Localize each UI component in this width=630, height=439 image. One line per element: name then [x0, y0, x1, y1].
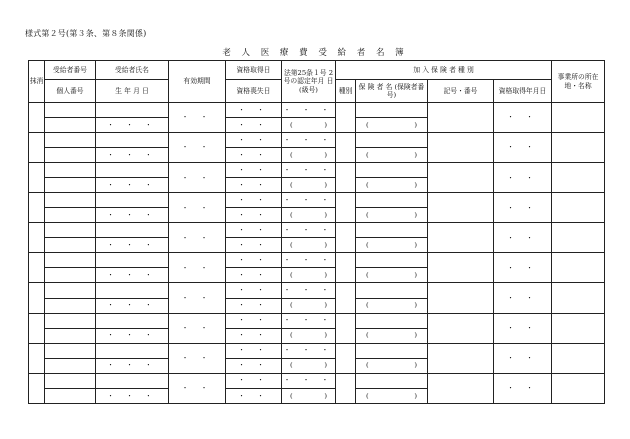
cell-recipient-number[interactable] — [45, 373, 96, 388]
paren-close: ) — [414, 150, 417, 159]
cell-deletion[interactable] — [29, 133, 45, 163]
cell-workplace[interactable] — [552, 133, 605, 163]
header-insurance-type-group: 加 入 保 険 者 種 別 — [336, 61, 552, 80]
cell-symbol-number[interactable] — [428, 343, 494, 373]
cell-insurer-name[interactable] — [356, 283, 428, 298]
header-individual-number: 個人番号 — [45, 80, 96, 103]
cell-article-grade[interactable] — [282, 238, 336, 253]
cell-article-date[interactable]: ・ ・ ・ — [282, 193, 336, 208]
cell-article-date[interactable]: ・ ・ ・ — [282, 283, 336, 298]
paren-close: ) — [324, 150, 327, 159]
cell-individual-number[interactable] — [45, 178, 96, 193]
cell-recipient-number[interactable] — [45, 283, 96, 298]
cell-article-date[interactable]: ・ ・ ・ — [282, 223, 336, 238]
paren-open: ( — [290, 361, 293, 370]
cell-insurer-number[interactable] — [356, 148, 428, 163]
cell-birth-date[interactable]: ・ ・ ・ — [96, 208, 169, 223]
cell-acquisition-date[interactable]: ・ ・ — [494, 223, 552, 253]
cell-symbol-number[interactable] — [428, 193, 494, 223]
cell-insurer-number[interactable] — [356, 178, 428, 193]
cell-insurer-name[interactable] — [356, 253, 428, 268]
header-qualification-date: 資格取得日 — [226, 61, 282, 80]
cell-acquisition-date[interactable]: ・ ・ — [494, 103, 552, 133]
cell-recipient-number[interactable] — [45, 343, 96, 358]
header-acquisition-date: 資格取得年月日 — [494, 80, 552, 103]
cell-workplace[interactable] — [552, 103, 605, 133]
cell-loss-date[interactable]: ・ ・ — [226, 208, 282, 223]
cell-recipient-name[interactable] — [96, 373, 169, 388]
cell-type[interactable] — [336, 343, 356, 373]
cell-birth-date[interactable]: ・ ・ ・ — [96, 268, 169, 283]
cell-insurer-name[interactable] — [356, 163, 428, 178]
paren-close: ) — [414, 181, 417, 190]
cell-individual-number[interactable] — [45, 388, 96, 403]
cell-acquisition-date[interactable]: ・ ・ — [494, 253, 552, 283]
cell-individual-number[interactable] — [45, 118, 96, 133]
cell-symbol-number[interactable] — [428, 313, 494, 343]
cell-acquisition-date[interactable]: ・ ・ — [494, 313, 552, 343]
cell-recipient-number[interactable] — [45, 163, 96, 178]
cell-individual-number[interactable] — [45, 358, 96, 373]
cell-article-date[interactable]: ・ ・ ・ — [282, 343, 336, 358]
cell-recipient-name[interactable] — [96, 343, 169, 358]
cell-insurer-number[interactable] — [356, 388, 428, 403]
cell-loss-date[interactable]: ・ ・ — [226, 238, 282, 253]
cell-deletion[interactable] — [29, 283, 45, 313]
cell-qualification-date[interactable]: ・ ・ — [226, 253, 282, 268]
cell-article-date[interactable]: ・ ・ ・ — [282, 103, 336, 118]
cell-insurer-number[interactable] — [356, 298, 428, 313]
cell-insurer-number[interactable] — [356, 358, 428, 373]
cell-symbol-number[interactable] — [428, 223, 494, 253]
cell-symbol-number[interactable] — [428, 373, 494, 403]
cell-article-grade[interactable] — [282, 268, 336, 283]
cell-individual-number[interactable] — [45, 238, 96, 253]
cell-individual-number[interactable] — [45, 268, 96, 283]
paren-open: ( — [290, 241, 293, 250]
cell-acquisition-date[interactable]: ・ ・ — [494, 373, 552, 403]
cell-loss-date[interactable]: ・ ・ — [226, 148, 282, 163]
paren-open: ( — [290, 181, 293, 190]
cell-loss-date[interactable]: ・ ・ — [226, 388, 282, 403]
cell-acquisition-date[interactable]: ・ ・ — [494, 283, 552, 313]
cell-loss-date[interactable]: ・ ・ — [226, 298, 282, 313]
cell-validity-period[interactable]: ・ ・ — [169, 103, 226, 133]
cell-birth-date[interactable]: ・ ・ ・ — [96, 178, 169, 193]
paren-close: ) — [324, 181, 327, 190]
paren-close: ) — [324, 301, 327, 310]
cell-type[interactable] — [336, 193, 356, 223]
paren-open: ( — [366, 181, 369, 190]
cell-individual-number[interactable] — [45, 298, 96, 313]
cell-birth-date[interactable]: ・ ・ ・ — [96, 238, 169, 253]
cell-type[interactable] — [336, 163, 356, 193]
paren-close: ) — [414, 120, 417, 129]
paren-open: ( — [366, 211, 369, 220]
cell-validity-period[interactable]: ・ ・ — [169, 223, 226, 253]
paren-open: ( — [366, 150, 369, 159]
cell-validity-period[interactable]: ・ ・ — [169, 253, 226, 283]
cell-recipient-name[interactable] — [96, 283, 169, 298]
cell-insurer-name[interactable] — [356, 193, 428, 208]
cell-deletion[interactable] — [29, 373, 45, 403]
paren-close: ) — [414, 211, 417, 220]
cell-validity-period[interactable]: ・ ・ — [169, 283, 226, 313]
cell-recipient-name[interactable] — [96, 133, 169, 148]
paren-close: ) — [324, 211, 327, 220]
cell-article-date[interactable]: ・ ・ ・ — [282, 313, 336, 328]
cell-workplace[interactable] — [552, 163, 605, 193]
cell-acquisition-date[interactable]: ・ ・ — [494, 163, 552, 193]
header-symbol-number: 記号・番号 — [428, 80, 494, 103]
header-birth-date: 生 年 月 日 — [96, 80, 169, 103]
paren-open: ( — [366, 241, 369, 250]
cell-loss-date[interactable]: ・ ・ — [226, 328, 282, 343]
cell-recipient-number[interactable] — [45, 193, 96, 208]
header-recipient-number: 受給者番号 — [45, 61, 96, 80]
cell-deletion[interactable] — [29, 253, 45, 283]
cell-acquisition-date[interactable]: ・ ・ — [494, 193, 552, 223]
cell-birth-date[interactable]: ・ ・ ・ — [96, 388, 169, 403]
header-article-recognition: 法第25条１号 2号の認定年月 日(級号) — [282, 61, 336, 103]
cell-loss-date[interactable]: ・ ・ — [226, 178, 282, 193]
cell-workplace[interactable] — [552, 253, 605, 283]
cell-recipient-number[interactable] — [45, 313, 96, 328]
cell-recipient-name[interactable] — [96, 223, 169, 238]
header-recipient-name: 受給者氏名 — [96, 61, 169, 80]
cell-type[interactable] — [336, 253, 356, 283]
cell-deletion[interactable] — [29, 343, 45, 373]
cell-symbol-number[interactable] — [428, 253, 494, 283]
paren-close: ) — [414, 271, 417, 280]
cell-insurer-name[interactable] — [356, 373, 428, 388]
cell-article-date[interactable]: ・ ・ ・ — [282, 253, 336, 268]
cell-deletion[interactable] — [29, 103, 45, 133]
paren-open: ( — [366, 271, 369, 280]
cell-loss-date[interactable]: ・ ・ — [226, 118, 282, 133]
cell-qualification-date[interactable]: ・ ・ — [226, 163, 282, 178]
paren-close: ) — [324, 361, 327, 370]
paren-close: ) — [324, 241, 327, 250]
paren-close: ) — [324, 391, 327, 400]
cell-recipient-name[interactable] — [96, 253, 169, 268]
cell-insurer-number[interactable] — [356, 328, 428, 343]
cell-type[interactable] — [336, 103, 356, 133]
cell-article-date[interactable]: ・ ・ ・ — [282, 373, 336, 388]
cell-birth-date[interactable]: ・ ・ ・ — [96, 298, 169, 313]
cell-loss-date[interactable]: ・ ・ — [226, 358, 282, 373]
paren-close: ) — [324, 120, 327, 129]
paren-close: ) — [414, 331, 417, 340]
paren-close: ) — [324, 331, 327, 340]
cell-type[interactable] — [336, 313, 356, 343]
cell-recipient-number[interactable] — [45, 103, 96, 118]
cell-article-grade[interactable] — [282, 208, 336, 223]
paren-close: ) — [414, 301, 417, 310]
paren-open: ( — [290, 391, 293, 400]
cell-type[interactable] — [336, 373, 356, 403]
header-workplace: 事業所の所在地・名称 — [552, 61, 605, 103]
header-type: 種別 — [336, 80, 356, 103]
form-number: 様式第２号(第３条、第８条関係) — [25, 29, 147, 38]
cell-birth-date[interactable]: ・ ・ ・ — [96, 358, 169, 373]
cell-validity-period[interactable]: ・ ・ — [169, 313, 226, 343]
cell-recipient-name[interactable] — [96, 163, 169, 178]
cell-workplace[interactable] — [552, 223, 605, 253]
cell-article-date[interactable]: ・ ・ ・ — [282, 163, 336, 178]
cell-deletion[interactable] — [29, 193, 45, 223]
cell-birth-date[interactable]: ・ ・ ・ — [96, 328, 169, 343]
cell-article-grade[interactable] — [282, 178, 336, 193]
cell-recipient-number[interactable] — [45, 133, 96, 148]
cell-insurer-number[interactable] — [356, 118, 428, 133]
cell-acquisition-date[interactable]: ・ ・ — [494, 343, 552, 373]
cell-symbol-number[interactable] — [428, 163, 494, 193]
cell-insurer-number[interactable] — [356, 238, 428, 253]
cell-article-grade[interactable] — [282, 298, 336, 313]
cell-recipient-name[interactable] — [96, 103, 169, 118]
cell-birth-date[interactable]: ・ ・ ・ — [96, 148, 169, 163]
cell-article-grade[interactable] — [282, 118, 336, 133]
cell-workplace[interactable] — [552, 193, 605, 223]
paren-open: ( — [290, 271, 293, 280]
header-deletion: 抹消 — [29, 61, 45, 103]
cell-workplace[interactable] — [552, 313, 605, 343]
cell-article-date[interactable]: ・ ・ ・ — [282, 133, 336, 148]
header-insurer: 保 険 者 名 (保険者番号) — [356, 80, 428, 103]
paren-open: ( — [290, 301, 293, 310]
cell-symbol-number[interactable] — [428, 103, 494, 133]
paren-close: ) — [324, 271, 327, 280]
paren-open: ( — [290, 150, 293, 159]
cell-deletion[interactable] — [29, 313, 45, 343]
paren-open: ( — [366, 391, 369, 400]
paren-close: ) — [414, 391, 417, 400]
cell-validity-period[interactable]: ・ ・ — [169, 343, 226, 373]
cell-recipient-name[interactable] — [96, 313, 169, 328]
cell-workplace[interactable] — [552, 343, 605, 373]
cell-loss-date[interactable]: ・ ・ — [226, 268, 282, 283]
paren-open: ( — [366, 361, 369, 370]
cell-insurer-number[interactable] — [356, 268, 428, 283]
cell-recipient-number[interactable] — [45, 253, 96, 268]
cell-symbol-number[interactable] — [428, 133, 494, 163]
cell-insurer-number[interactable] — [356, 208, 428, 223]
cell-validity-period[interactable]: ・ ・ — [169, 133, 226, 163]
cell-individual-number[interactable] — [45, 148, 96, 163]
cell-article-grade[interactable] — [282, 358, 336, 373]
paren-open: ( — [366, 301, 369, 310]
cell-workplace[interactable] — [552, 373, 605, 403]
cell-type[interactable] — [336, 223, 356, 253]
ledger-title: 老 人 医 療 費 受 給 者 名 簿 — [222, 48, 408, 58]
cell-validity-period[interactable]: ・ ・ — [169, 373, 226, 403]
cell-individual-number[interactable] — [45, 208, 96, 223]
cell-acquisition-date[interactable]: ・ ・ — [494, 133, 552, 163]
cell-deletion[interactable] — [29, 163, 45, 193]
paren-open: ( — [290, 331, 293, 340]
header-validity-period: 有効期間 — [169, 61, 226, 103]
cell-insurer-name[interactable] — [356, 223, 428, 238]
paren-close: ) — [414, 361, 417, 370]
cell-type[interactable] — [336, 133, 356, 163]
cell-qualification-date[interactable]: ・ ・ — [226, 103, 282, 118]
cell-insurer-name[interactable] — [356, 343, 428, 358]
cell-type[interactable] — [336, 283, 356, 313]
paren-close: ) — [414, 241, 417, 250]
paren-open: ( — [366, 331, 369, 340]
cell-recipient-name[interactable] — [96, 193, 169, 208]
cell-article-grade[interactable] — [282, 328, 336, 343]
cell-symbol-number[interactable] — [428, 283, 494, 313]
cell-qualification-date[interactable]: ・ ・ — [226, 223, 282, 238]
paren-open: ( — [366, 120, 369, 129]
paren-open: ( — [290, 211, 293, 220]
paren-open: ( — [290, 120, 293, 129]
cell-qualification-date[interactable]: ・ ・ — [226, 313, 282, 328]
cell-qualification-date[interactable]: ・ ・ — [226, 283, 282, 298]
cell-deletion[interactable] — [29, 223, 45, 253]
cell-insurer-name[interactable] — [356, 133, 428, 148]
cell-insurer-name[interactable] — [356, 103, 428, 118]
cell-article-grade[interactable] — [282, 148, 336, 163]
cell-qualification-date[interactable]: ・ ・ — [226, 133, 282, 148]
cell-insurer-name[interactable] — [356, 313, 428, 328]
cell-birth-date[interactable]: ・ ・ ・ — [96, 118, 169, 133]
recipient-ledger-table — [28, 60, 605, 404]
cell-qualification-date[interactable]: ・ ・ — [226, 193, 282, 208]
cell-qualification-date[interactable]: ・ ・ — [226, 343, 282, 358]
header-loss-date: 資格喪失日 — [226, 80, 282, 103]
cell-individual-number[interactable] — [45, 328, 96, 343]
cell-validity-period[interactable]: ・ ・ — [169, 193, 226, 223]
cell-article-grade[interactable] — [282, 388, 336, 403]
cell-workplace[interactable] — [552, 283, 605, 313]
cell-recipient-number[interactable] — [45, 223, 96, 238]
cell-qualification-date[interactable]: ・ ・ — [226, 373, 282, 388]
cell-validity-period[interactable]: ・ ・ — [169, 163, 226, 193]
